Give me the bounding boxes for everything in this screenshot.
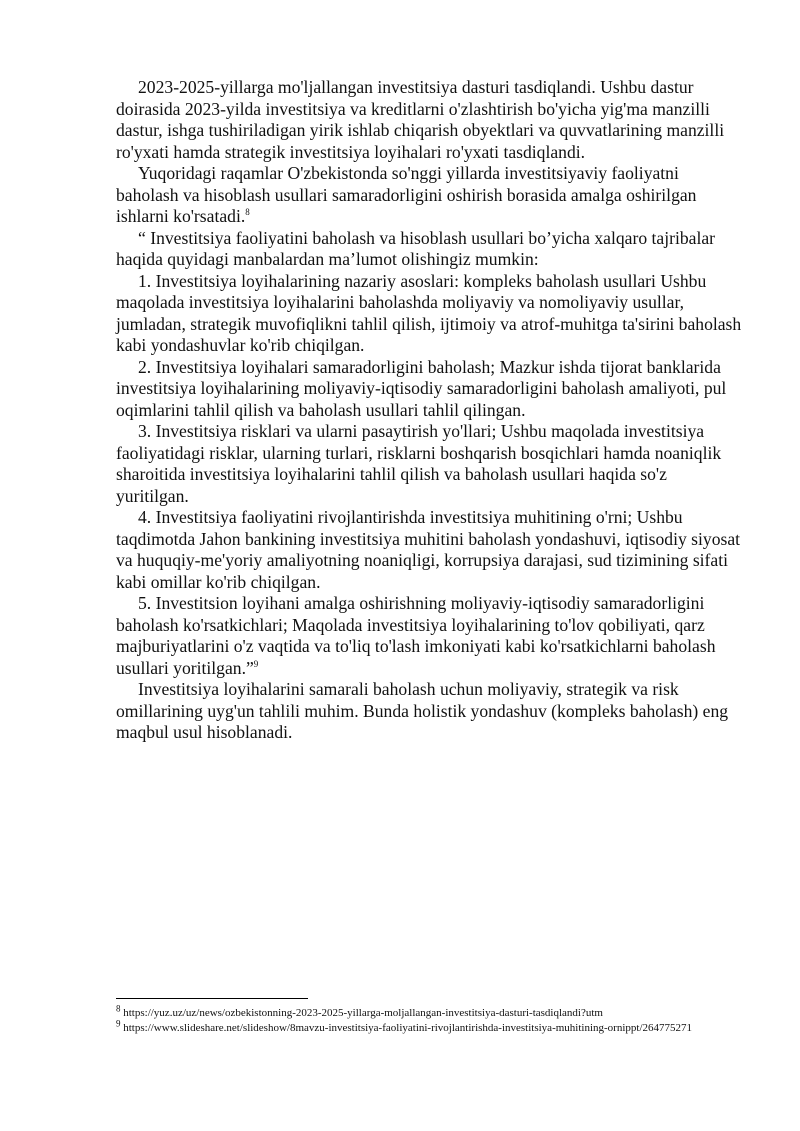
- footnote-link[interactable]: https://www.slideshare.net/slideshow/8mavzu-investitsiya-faoliyatini-rivojlantirishda-investitsiya-muhitining-ornippt/264775271: [120, 1022, 693, 1034]
- footnote-mark: 8: [116, 1003, 121, 1014]
- list-item-1: 1. Investitsiya loyihalarining nazariy asoslari: kompleks baholash usullari Ushbu maqolada investitsiya loyihalarini baholashda moliyaviy va nomoliyaviy usullar, jumladan, strategik muvofiqlikni tahlil qilish, ijtimoiy va atrof-muhitga ta'sirini baholash kabi yondashuvlar ko'rib chiqilgan.: [116, 270, 742, 355]
- list-item-4: 4. Investitsiya faoliyatini rivojlantirishda investitsiya muhitining o'rni; Ushbu taqdimotda Jahon bankining investitsiya muhitini baholash yondashuvi, iqtisodiy siyosat va huquqiy-me'yoriy amaliyotning noaniqligi, korrupsiya darajasi, sud tizimining sifati kabi omillar ko'rib chiqilgan.: [116, 507, 741, 592]
- footnote-ref-9: 9: [253, 658, 259, 669]
- paragraph-figures-summary: Yuqoridagi raqamlar O'zbekistonda so'nggi yillarda investitsiyaviy faoliyatni baholash va hisoblash usullari samaradorligini oshirish borasida amalga oshirilgan ishlarni ko'rsatadi.$^8$: [116, 163, 697, 226]
- body-text: [116, 77, 744, 744]
- footnote-8: [116, 1003, 744, 1021]
- paragraph-program-approval: 2023-2025-yillarga mo'ljallangan investitsiya dasturi tasdiqlandi. Ushbu dastur doirasida 2023-yilda investitsiya va kreditlarni o'zlashtirish bo'yicha yig'ma manzilli dastur, ishga tushiriladigan yirik ishlab chiqarish obyektlari va quvvatlarining manzilli ro'yxati hamda strategik investitsiya loyihalari ro'yxati tasdiqlandi.: [116, 77, 725, 162]
- list-item-3: 3. Investitsiya risklari va ularni pasaytirish yo'llari; Ushbu maqolada investitsiya faoliyatidagi risklar, ularning turlari, risklarni boshqarish bosqichlari hamda noaniqlik sharoitida investitsiya loyihalarini tahlil qilish va baholash usullari haqida so'z yuritilgan.: [116, 421, 722, 506]
- footnotes: [116, 1003, 744, 1036]
- list-item-2: 2. Investitsiya loyihalari samaradorligini baholash; Mazkur ishda tijorat banklarida investitsiya loyihalarining moliyaviy-iqtisodiy samaradorligini baholash amaliyoti, pul oqimlarini tahlil qilish va baholash usullari tahlil qilingan.: [116, 356, 727, 420]
- footnote-link[interactable]: https://yuz.uz/uz/news/ozbekistonning-2023-2025-yillarga-moljallangan-investitsiya-dasturi-tasdiqlandi?utm: [120, 1007, 603, 1019]
- paragraph-conclusion: Investitsiya loyihalarini samarali baholash uchun moliyaviy, strategik va risk omillarining uyg'un tahlili muhim. Bunda holistik yondashuv (kompleks baholash) eng maqbul usul hisoblanadi.: [116, 679, 729, 742]
- footnote-mark: 9: [116, 1018, 121, 1029]
- footnote-separator: [116, 998, 308, 999]
- list-item-5: 5. Investitsion loyihani amalga oshirishning moliyaviy-iqtisodiy samaradorligini baholash ko'rsatkichlari; Maqolada investitsiya loyihalarining to'lov qobiliyati, qarz majburiyatlarini o'z vaqtida va to'liq to'lash imkoniyati kabi ko'rsatkichlarni baholash usullari yoritilgan.”$^9$: [116, 593, 716, 678]
- footnote-ref-8: 8: [245, 207, 250, 218]
- footnote-9: [116, 1018, 744, 1036]
- paragraph-sources-intro: “ Investitsiya faoliyatini baholash va hisoblash usullari bo’yicha xalqaro tajribalar haqida quyidagi manbalardan ma’lumot olishingiz mumkin:: [116, 227, 716, 269]
